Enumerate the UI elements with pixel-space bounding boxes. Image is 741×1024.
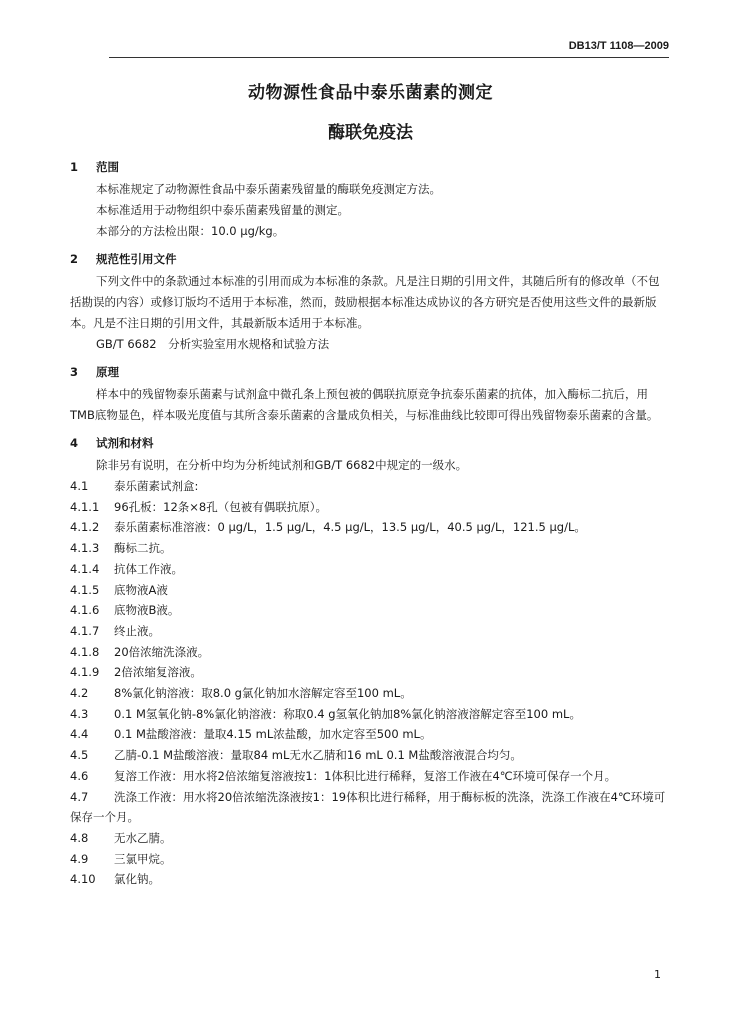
list-item: [70, 828, 670, 849]
list-item: [70, 538, 670, 559]
item-number: 4.2: [70, 686, 89, 701]
section-number: 1: [70, 160, 79, 174]
item-number: 4.1.1: [70, 499, 100, 514]
item-text: 泰乐菌素试剂盒:: [114, 479, 199, 493]
item-number: 4.1.6: [70, 603, 100, 618]
document-title: 动物源性食品中泰乐菌素的测定: [248, 83, 493, 103]
list-item: [70, 704, 670, 725]
item-number: 4.1: [70, 479, 89, 493]
paragraph: GB/T 6682 分析实验室用水规格和试验方法: [96, 337, 330, 351]
section-heading-3: [70, 361, 670, 384]
item-number: 4.1.3: [70, 541, 100, 556]
item-number: 4.10: [70, 872, 96, 887]
item-number: 4.7: [70, 789, 89, 804]
paragraph: 除非另有说明，在分析中均为分析纯试剂和GB/T 6682中规定的一级水。: [96, 458, 468, 472]
item-number: 4.1.7: [70, 623, 100, 638]
section-title: 范围: [96, 160, 119, 174]
item-text: 抗体工作液。: [114, 561, 183, 576]
list-item: [70, 476, 670, 497]
paragraph: 本标准规定了动物源性食品中泰乐菌素残留量的酶联免疫测定方法。: [96, 182, 441, 196]
paragraph: 本部分的方法检出限：10.0 μg/kg。: [96, 224, 285, 238]
item-text: 泰乐菌素标准溶液：0 μg/L，1.5 μg/L，4.5 μg/L，13.5 μg/L，40.5 μg/L，121.5 μg/L。: [114, 520, 586, 535]
item-text: 2倍浓缩复溶液。: [114, 665, 202, 680]
item-text: 8%氯化钠溶液：取8.0 g氯化钠加水溶解定容至100 mL。: [114, 686, 412, 701]
item-text: 洗涤工作液：用水将20倍浓缩洗涤液按1：19体积比进行稀释，用于酶标板的洗涤，洗涤工作液在4℃环境可保存一个月。: [70, 789, 666, 825]
item-text: 终止液。: [114, 623, 160, 638]
item-text: 氯化钠。: [114, 872, 160, 887]
item-number: 4.5: [70, 748, 89, 763]
section-title: 规范性引用文件: [96, 252, 177, 266]
item-text: 0.1 M氢氧化钠-8%氯化钠溶液：称取0.4 g氢氧化钠加8%氯化钠溶液溶解定容至100 mL。: [114, 706, 581, 721]
item-text: 0.1 M盐酸溶液：量取4.15 mL浓盐酸，加水定容至500 mL。: [114, 727, 432, 742]
item-text: 20倍浓缩洗涤液。: [114, 644, 210, 659]
list-item: [70, 600, 670, 621]
item-number: 4.1.8: [70, 644, 100, 659]
list-item: [70, 787, 670, 828]
list-item: [70, 642, 670, 663]
document-subtitle: 酶联免疫法: [328, 123, 413, 143]
document-body: [70, 150, 670, 890]
item-text: 无水乙腈。: [114, 830, 172, 845]
section-heading-4: [70, 432, 670, 455]
section-heading-2: [70, 248, 670, 271]
list-item: [70, 662, 670, 683]
list-item: [70, 766, 670, 787]
list-item: [70, 683, 670, 704]
paragraph: 本标准适用于动物组织中泰乐菌素残留量的测定。: [96, 203, 349, 217]
section-title: 试剂和材料: [96, 436, 154, 450]
list-item: [70, 745, 670, 766]
item-text: 复溶工作液：用水将2倍浓缩复溶液按1：1体积比进行稀释，复溶工作液在4℃环境可保存一个月。: [114, 768, 617, 783]
section-number: 2: [70, 252, 79, 266]
list-item: [70, 621, 670, 642]
paragraph: 样本中的残留物泰乐菌素与试剂盒中微孔条上预包被的偶联抗原竞争抗泰乐菌素的抗体，加入酶标二抗后，用TMB底物显色，样本吸光度值与其所含泰乐菌素的含量成负相关，与标准曲线比较即可得出残留物泰乐菌素的含量。: [70, 387, 659, 422]
list-item: [70, 869, 670, 890]
item-number: 4.8: [70, 830, 89, 845]
section-heading-1: [70, 156, 670, 179]
list-item: [70, 724, 670, 745]
section-title: 原理: [96, 365, 119, 379]
item-number: 4.4: [70, 727, 89, 742]
item-text: 96孔板：12条×8孔（包被有偶联抗原）。: [114, 499, 327, 514]
item-number: 4.6: [70, 768, 89, 783]
item-number: 4.1.5: [70, 582, 100, 597]
list-item: [70, 497, 670, 518]
section-number: 3: [70, 365, 79, 379]
item-number: 4.1.9: [70, 665, 100, 680]
item-text: 乙腈-0.1 M盐酸溶液：量取84 mL无水乙腈和16 mL 0.1 M盐酸溶液混合均匀。: [114, 748, 522, 763]
list-item: [70, 559, 670, 580]
list-item: [70, 517, 670, 538]
list-item: [70, 580, 670, 601]
item-number: 4.1.2: [70, 520, 100, 535]
item-text: 底物液B液。: [114, 603, 180, 618]
paragraph: 下列文件中的条款通过本标准的引用而成为本标准的条款。凡是注日期的引用文件，其随后所有的修改单（不包括勘误的内容）或修订版均不适用于本标准，然而，鼓励根据本标准达成协议的各方研究是否使用这些文件的最新版本。凡是不注日期的引用文件，其最新版本适用于本标准。: [70, 274, 660, 330]
page-number: 1: [654, 968, 661, 981]
list-item: [70, 849, 670, 870]
item-text: 三氯甲烷。: [114, 851, 172, 866]
section-number: 4: [70, 436, 79, 450]
item-text: 底物液A液: [114, 582, 168, 597]
item-number: 4.1.4: [70, 561, 100, 576]
standard-code: DB13/T 1108—2009: [109, 40, 669, 58]
item-number: 4.3: [70, 706, 89, 721]
item-number: 4.9: [70, 851, 89, 866]
item-text: 酶标二抗。: [114, 541, 172, 556]
